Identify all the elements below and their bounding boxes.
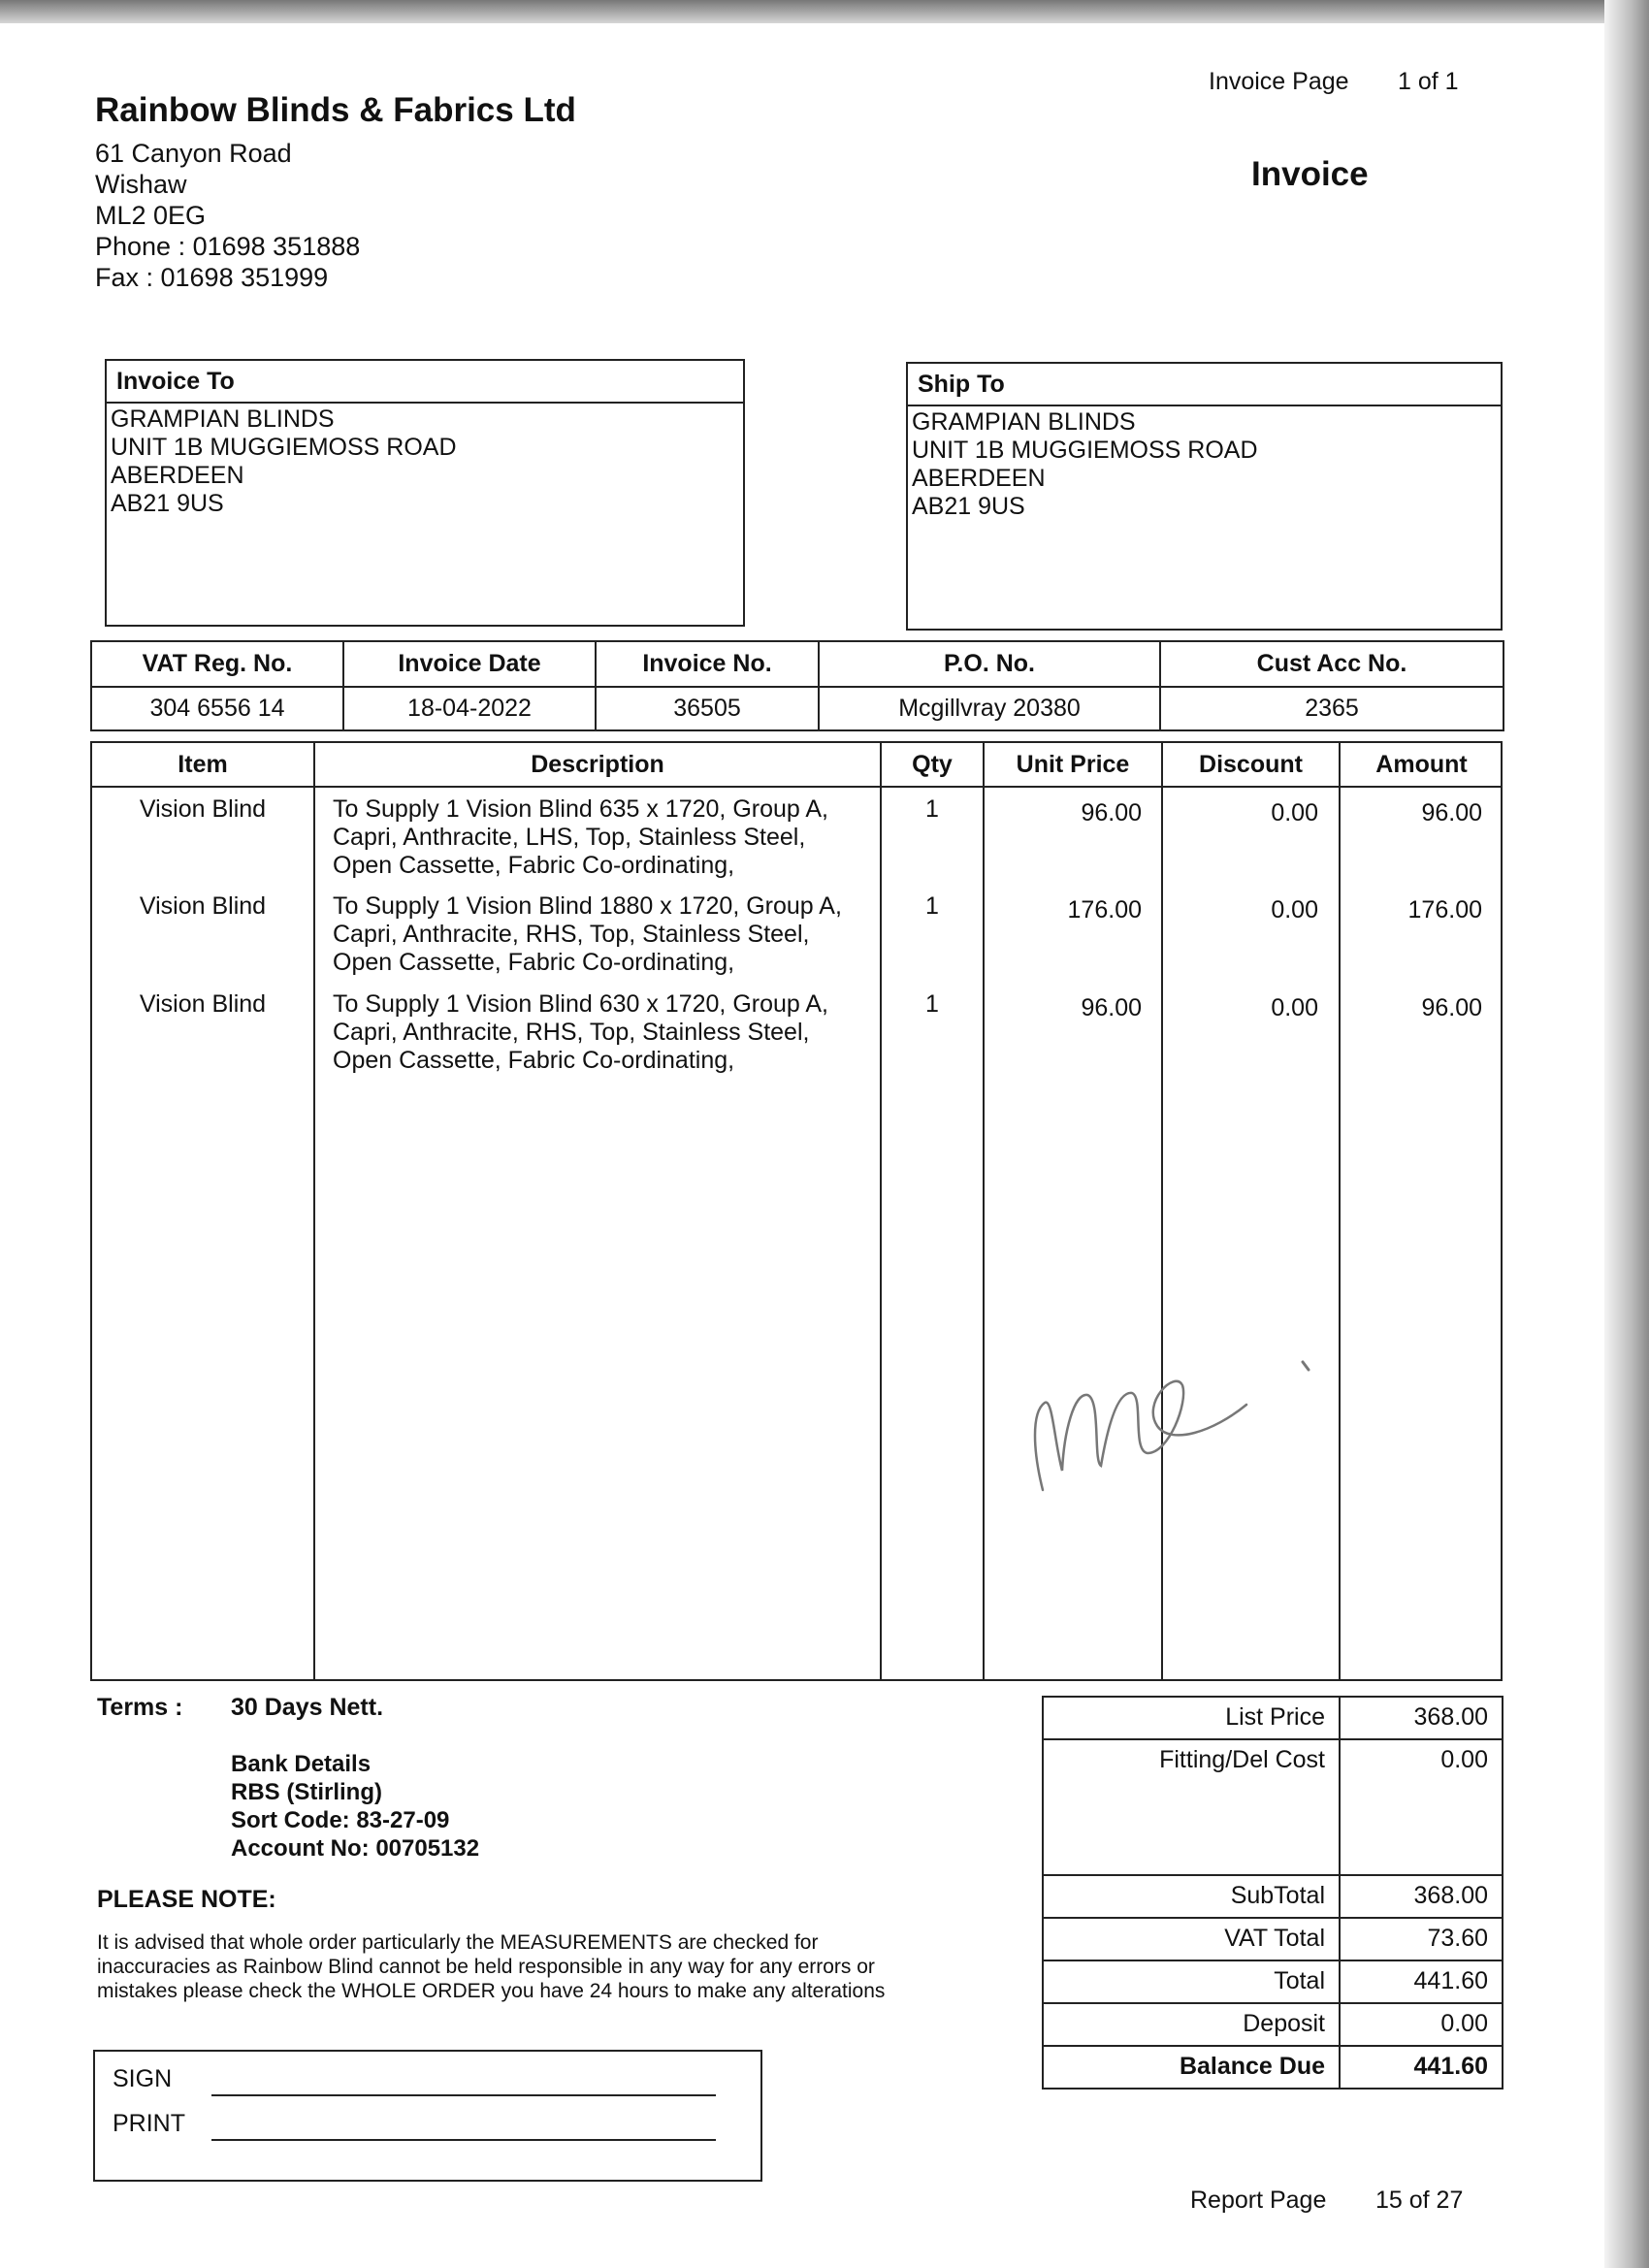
report-page-label: Report Page bbox=[1190, 2187, 1327, 2214]
invoice-meta-table bbox=[90, 640, 1504, 731]
sign-label: SIGN bbox=[113, 2065, 173, 2092]
item-cell: Vision Blind bbox=[139, 892, 267, 920]
cust-acc-value: 2365 bbox=[1160, 687, 1504, 730]
po-no-header: P.O. No. bbox=[819, 641, 1160, 687]
invoice-to-line: AB21 9US bbox=[111, 490, 224, 517]
vat-reg-header: VAT Reg. No. bbox=[91, 641, 343, 687]
item-cell: Vision Blind bbox=[139, 795, 267, 823]
address-line-postcode: ML2 0EG bbox=[95, 201, 207, 230]
deposit-label: Deposit bbox=[1043, 2003, 1340, 2046]
discount-cell: 0.00 bbox=[1271, 896, 1318, 923]
note-line: mistakes please check the WHOLE ORDER you have 24 hours to make any alterations bbox=[97, 1980, 886, 2002]
bank-name: RBS (Stirling) bbox=[231, 1779, 382, 1805]
please-note-heading: PLEASE NOTE: bbox=[97, 1886, 276, 1913]
description-line: Capri, Anthracite, RHS, Top, Stainless Steel, bbox=[333, 1019, 810, 1046]
description-cell bbox=[333, 795, 876, 880]
terms-value: 30 Days Nett. bbox=[231, 1694, 384, 1721]
ship-to-box bbox=[906, 362, 1503, 631]
balance-due-label: Balance Due bbox=[1043, 2046, 1340, 2089]
address-line-street: 61 Canyon Road bbox=[95, 139, 292, 168]
amount-cell: 176.00 bbox=[1407, 896, 1482, 923]
invoice-to-line: GRAMPIAN BLINDS bbox=[111, 405, 335, 433]
qty-cell: 1 bbox=[925, 990, 939, 1018]
sign-print-box bbox=[93, 2050, 762, 2182]
account-number: Account No: 00705132 bbox=[231, 1835, 480, 1862]
invoice-to-line: ABERDEEN bbox=[111, 462, 244, 489]
invoice-page-value: 1 of 1 bbox=[1398, 68, 1459, 95]
list-price-label: List Price bbox=[1043, 1697, 1340, 1739]
description-line: To Supply 1 Vision Blind 1880 x 1720, Group A, bbox=[333, 892, 842, 920]
scan-edge-top bbox=[0, 0, 1649, 23]
company-phone: Phone : 01698 351888 bbox=[95, 232, 361, 261]
description-column-header: Description bbox=[531, 751, 664, 778]
item-cell: Vision Blind bbox=[139, 990, 267, 1018]
balance-due-value: 441.60 bbox=[1340, 2046, 1503, 2089]
discount-cell: 0.00 bbox=[1271, 799, 1318, 826]
vat-total-value: 73.60 bbox=[1340, 1918, 1503, 1960]
bank-details bbox=[231, 1750, 479, 1863]
ship-to-line: GRAMPIAN BLINDS bbox=[912, 408, 1136, 436]
address-line-town: Wishaw bbox=[95, 170, 187, 199]
cust-acc-header: Cust Acc No. bbox=[1160, 641, 1504, 687]
invoice-no-value: 36505 bbox=[596, 687, 819, 730]
invoice-date-value: 18-04-2022 bbox=[343, 687, 596, 730]
qty-cell: 1 bbox=[925, 892, 939, 920]
description-cell bbox=[333, 990, 876, 1075]
terms-label: Terms : bbox=[97, 1694, 183, 1721]
invoice-to-line: UNIT 1B MUGGIEMOSS ROAD bbox=[111, 434, 457, 461]
ship-to-line: ABERDEEN bbox=[912, 465, 1046, 492]
company-fax: Fax : 01698 351999 bbox=[95, 263, 329, 292]
line-items-table bbox=[90, 741, 1503, 1681]
invoice-to-box bbox=[105, 359, 745, 627]
discount-cell: 0.00 bbox=[1271, 994, 1318, 1021]
unit-price-cell: 176.00 bbox=[1067, 896, 1142, 923]
bank-details-heading: Bank Details bbox=[231, 1751, 372, 1777]
ship-to-line: AB21 9US bbox=[912, 493, 1025, 520]
qty-cell: 1 bbox=[925, 795, 939, 823]
discount-column-header: Discount bbox=[1199, 751, 1303, 778]
ship-to-line: UNIT 1B MUGGIEMOSS ROAD bbox=[912, 437, 1258, 464]
note-line: inaccuracies as Rainbow Blind cannot be held responsible in any way for any errors or bbox=[97, 1956, 875, 1978]
invoice-no-header: Invoice No. bbox=[596, 641, 819, 687]
invoice-page-label: Invoice Page bbox=[1209, 68, 1349, 95]
invoice-to-heading: Invoice To bbox=[107, 361, 743, 404]
sign-line[interactable] bbox=[211, 2094, 716, 2096]
scan-edge-right bbox=[1604, 0, 1649, 2268]
description-line: Open Cassette, Fabric Co-ordinating, bbox=[333, 852, 735, 879]
fitting-cost-value: 0.00 bbox=[1340, 1739, 1503, 1875]
deposit-value: 0.00 bbox=[1340, 2003, 1503, 2046]
totals-table bbox=[1042, 1696, 1504, 2090]
vat-total-label: VAT Total bbox=[1043, 1918, 1340, 1960]
handwritten-initials-signature bbox=[1023, 1345, 1431, 1519]
report-page-value: 15 of 27 bbox=[1375, 2187, 1464, 2214]
invoice-date-header: Invoice Date bbox=[343, 641, 596, 687]
ship-to-heading: Ship To bbox=[908, 364, 1501, 406]
total-value: 441.60 bbox=[1340, 1960, 1503, 2003]
description-cell bbox=[333, 892, 876, 977]
item-column-header: Item bbox=[178, 751, 228, 778]
fitting-cost-label: Fitting/Del Cost bbox=[1043, 1739, 1340, 1875]
po-no-value: Mcgillvray 20380 bbox=[819, 687, 1160, 730]
print-line[interactable] bbox=[211, 2139, 716, 2141]
subtotal-value: 368.00 bbox=[1340, 1875, 1503, 1918]
note-line: It is advised that whole order particularly the MEASUREMENTS are checked for bbox=[97, 1931, 819, 1954]
company-name: Rainbow Blinds & Fabrics Ltd bbox=[95, 91, 576, 129]
subtotal-label: SubTotal bbox=[1043, 1875, 1340, 1918]
unit-price-cell: 96.00 bbox=[1081, 994, 1142, 1021]
total-label: Total bbox=[1043, 1960, 1340, 2003]
description-line: To Supply 1 Vision Blind 635 x 1720, Group A, bbox=[333, 795, 828, 823]
description-line: Capri, Anthracite, RHS, Top, Stainless Steel, bbox=[333, 921, 810, 948]
amount-cell: 96.00 bbox=[1421, 994, 1482, 1021]
amount-cell: 96.00 bbox=[1421, 799, 1482, 826]
document-title: Invoice bbox=[1251, 155, 1369, 193]
description-line: Capri, Anthracite, LHS, Top, Stainless Steel, bbox=[333, 824, 806, 851]
vat-reg-value: 304 6556 14 bbox=[91, 687, 343, 730]
qty-column-header: Qty bbox=[912, 751, 953, 778]
description-line: Open Cassette, Fabric Co-ordinating, bbox=[333, 949, 735, 976]
unit-price-cell: 96.00 bbox=[1081, 799, 1142, 826]
print-label: PRINT bbox=[113, 2110, 185, 2137]
please-note-text bbox=[97, 1930, 885, 2003]
description-line: Open Cassette, Fabric Co-ordinating, bbox=[333, 1047, 735, 1074]
unit-price-column-header: Unit Price bbox=[1016, 751, 1130, 778]
description-line: To Supply 1 Vision Blind 630 x 1720, Group A, bbox=[333, 990, 828, 1018]
amount-column-header: Amount bbox=[1375, 751, 1468, 778]
sort-code: Sort Code: 83-27-09 bbox=[231, 1807, 450, 1833]
list-price-value: 368.00 bbox=[1340, 1697, 1503, 1739]
